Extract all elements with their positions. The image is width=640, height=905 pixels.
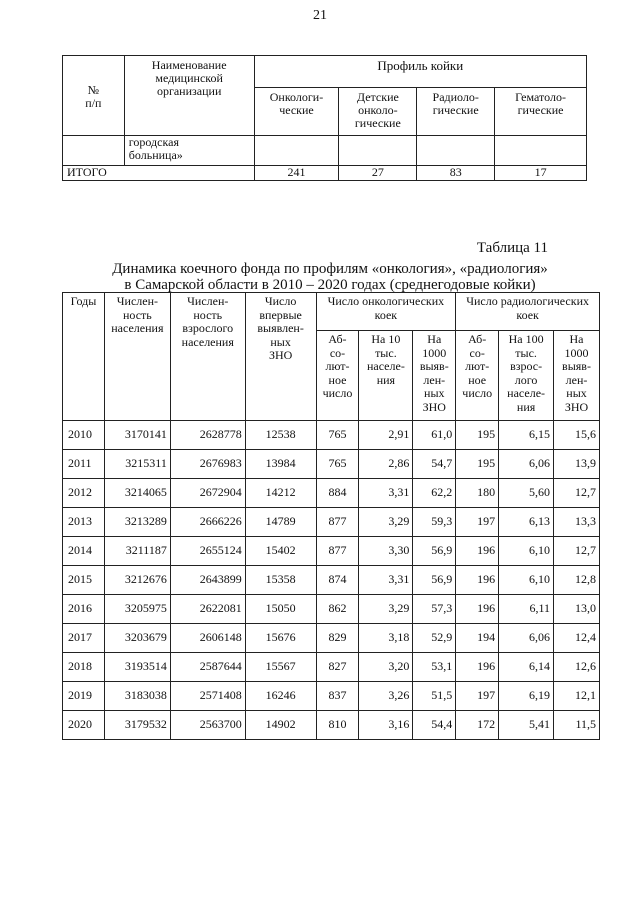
cell-onc-per-1000-zno: 56,9 bbox=[413, 537, 456, 566]
cell-year: 2018 bbox=[63, 653, 105, 682]
cell-radio-absolute: 196 bbox=[456, 566, 499, 595]
cell-radio-per-1000-zno: 12,1 bbox=[554, 682, 600, 711]
cell-onc-per-10k: 2,86 bbox=[359, 450, 413, 479]
row-cell bbox=[417, 136, 495, 166]
cell-onc-per-10k: 3,20 bbox=[359, 653, 413, 682]
header-radiological: Радиоло- гические bbox=[417, 88, 495, 136]
cell-radio-per-100k: 6,19 bbox=[499, 682, 554, 711]
bed-dynamics-table bbox=[62, 292, 600, 740]
cell-onc-per-1000-zno: 57,3 bbox=[413, 595, 456, 624]
cell-radio-absolute: 196 bbox=[456, 537, 499, 566]
table-row bbox=[63, 421, 600, 450]
total-hematological: 17 bbox=[495, 166, 587, 181]
cell-population: 3183038 bbox=[104, 682, 170, 711]
cell-population: 3193514 bbox=[104, 653, 170, 682]
cell-radio-per-100k: 5,60 bbox=[499, 479, 554, 508]
cell-radio-absolute: 195 bbox=[456, 450, 499, 479]
cell-year: 2013 bbox=[63, 508, 105, 537]
cell-adult-population: 2628778 bbox=[170, 421, 245, 450]
cell-onc-per-10k: 3,30 bbox=[359, 537, 413, 566]
row-cell bbox=[339, 136, 417, 166]
table-row bbox=[63, 479, 600, 508]
cell-onc-absolute: 827 bbox=[316, 653, 359, 682]
cell-radio-per-100k: 5,41 bbox=[499, 711, 554, 740]
cell-year: 2019 bbox=[63, 682, 105, 711]
cell-onc-absolute: 829 bbox=[316, 624, 359, 653]
cell-onc-per-1000-zno: 61,0 bbox=[413, 421, 456, 450]
header-years: Годы bbox=[63, 293, 105, 421]
cell-radio-per-1000-zno: 13,0 bbox=[554, 595, 600, 624]
header-onc-per-10k: На 10 тыс. населе- ния bbox=[359, 331, 413, 421]
cell-radio-per-1000-zno: 11,5 bbox=[554, 711, 600, 740]
cell-adult-population: 2587644 bbox=[170, 653, 245, 682]
cell-radio-per-1000-zno: 12,8 bbox=[554, 566, 600, 595]
total-oncological: 241 bbox=[254, 166, 339, 181]
cell-population: 3179532 bbox=[104, 711, 170, 740]
cell-radio-per-1000-zno: 12,6 bbox=[554, 653, 600, 682]
header-child-oncological: Детские онколо- гические bbox=[339, 88, 417, 136]
cell-onc-per-1000-zno: 54,4 bbox=[413, 711, 456, 740]
cell-radio-per-100k: 6,06 bbox=[499, 624, 554, 653]
cell-onc-per-10k: 3,29 bbox=[359, 508, 413, 537]
cell-onc-absolute: 884 bbox=[316, 479, 359, 508]
cell-radio-per-1000-zno: 13,9 bbox=[554, 450, 600, 479]
cell-onc-per-1000-zno: 59,3 bbox=[413, 508, 456, 537]
cell-onc-per-1000-zno: 51,5 bbox=[413, 682, 456, 711]
cell-first-detected-zno: 15567 bbox=[245, 653, 316, 682]
cell-year: 2015 bbox=[63, 566, 105, 595]
row-cell bbox=[254, 136, 339, 166]
cell-onc-per-10k: 3,31 bbox=[359, 566, 413, 595]
header-oncological: Онкологи- ческие bbox=[254, 88, 339, 136]
header-onc-per-1000-zno: На 1000 выяв- лен- ных ЗНО bbox=[413, 331, 456, 421]
cell-first-detected-zno: 16246 bbox=[245, 682, 316, 711]
table-row bbox=[63, 450, 600, 479]
cell-onc-absolute: 810 bbox=[316, 711, 359, 740]
header-radiology-beds: Число радиологических коек bbox=[456, 293, 600, 331]
cell-first-detected-zno: 15676 bbox=[245, 624, 316, 653]
cell-radio-per-100k: 6,10 bbox=[499, 566, 554, 595]
table-row bbox=[63, 711, 600, 740]
cell-radio-absolute: 197 bbox=[456, 508, 499, 537]
bed-profile-table-continuation bbox=[62, 55, 587, 181]
cell-onc-absolute: 877 bbox=[316, 508, 359, 537]
header-radio-absolute: Аб- со- лют- ное число bbox=[456, 331, 499, 421]
cell-onc-per-10k: 2,91 bbox=[359, 421, 413, 450]
header-hematological: Гематоло- гические bbox=[495, 88, 587, 136]
cell-radio-absolute: 195 bbox=[456, 421, 499, 450]
header-organization: Наименование медицинской организации bbox=[124, 56, 254, 136]
cell-onc-per-10k: 3,16 bbox=[359, 711, 413, 740]
total-label: ИТОГО bbox=[63, 166, 255, 181]
cell-adult-population: 2606148 bbox=[170, 624, 245, 653]
cell-onc-per-10k: 3,18 bbox=[359, 624, 413, 653]
cell-year: 2020 bbox=[63, 711, 105, 740]
header-population: Числен- ность населения bbox=[104, 293, 170, 421]
table-row bbox=[63, 508, 600, 537]
total-radiological: 83 bbox=[417, 166, 495, 181]
cell-first-detected-zno: 13984 bbox=[245, 450, 316, 479]
cell-year: 2011 bbox=[63, 450, 105, 479]
cell-onc-per-10k: 3,31 bbox=[359, 479, 413, 508]
table-row bbox=[63, 653, 600, 682]
page-number: 21 bbox=[313, 8, 327, 23]
cell-year: 2017 bbox=[63, 624, 105, 653]
cell-year: 2010 bbox=[63, 421, 105, 450]
cell-first-detected-zno: 12538 bbox=[245, 421, 316, 450]
cell-onc-per-1000-zno: 53,1 bbox=[413, 653, 456, 682]
cell-radio-per-1000-zno: 12,7 bbox=[554, 479, 600, 508]
cell-radio-absolute: 194 bbox=[456, 624, 499, 653]
cell-population: 3170141 bbox=[104, 421, 170, 450]
cell-first-detected-zno: 15358 bbox=[245, 566, 316, 595]
cell-onc-absolute: 765 bbox=[316, 450, 359, 479]
cell-radio-absolute: 196 bbox=[456, 653, 499, 682]
header-bed-profile: Профиль койки bbox=[254, 56, 586, 88]
cell-onc-per-10k: 3,29 bbox=[359, 595, 413, 624]
cell-radio-absolute: 196 bbox=[456, 595, 499, 624]
cell-radio-per-100k: 6,13 bbox=[499, 508, 554, 537]
header-first-detected-zno: Число впервые выявлен- ных ЗНО bbox=[245, 293, 316, 421]
cell-onc-per-1000-zno: 62,2 bbox=[413, 479, 456, 508]
table-row bbox=[63, 537, 600, 566]
cell-year: 2016 bbox=[63, 595, 105, 624]
cell-onc-absolute: 877 bbox=[316, 537, 359, 566]
cell-radio-per-1000-zno: 12,4 bbox=[554, 624, 600, 653]
row-num-cell bbox=[63, 136, 125, 166]
cell-radio-per-100k: 6,11 bbox=[499, 595, 554, 624]
cell-adult-population: 2563700 bbox=[170, 711, 245, 740]
header-adult-population: Числен- ность взрослого населения bbox=[170, 293, 245, 421]
cell-radio-per-100k: 6,10 bbox=[499, 537, 554, 566]
cell-first-detected-zno: 14212 bbox=[245, 479, 316, 508]
cell-onc-absolute: 765 bbox=[316, 421, 359, 450]
cell-onc-per-10k: 3,26 bbox=[359, 682, 413, 711]
cell-radio-absolute: 197 bbox=[456, 682, 499, 711]
cell-population: 3203679 bbox=[104, 624, 170, 653]
total-child-oncological: 27 bbox=[339, 166, 417, 181]
row-organization-cell: городская больница» bbox=[124, 136, 254, 166]
cell-adult-population: 2666226 bbox=[170, 508, 245, 537]
cell-population: 3214065 bbox=[104, 479, 170, 508]
cell-adult-population: 2676983 bbox=[170, 450, 245, 479]
cell-population: 3215311 bbox=[104, 450, 170, 479]
cell-radio-per-1000-zno: 12,7 bbox=[554, 537, 600, 566]
cell-radio-absolute: 180 bbox=[456, 479, 499, 508]
cell-onc-per-1000-zno: 56,9 bbox=[413, 566, 456, 595]
cell-first-detected-zno: 15050 bbox=[245, 595, 316, 624]
header-num: № п/п bbox=[63, 56, 125, 136]
cell-radio-per-100k: 6,06 bbox=[499, 450, 554, 479]
cell-radio-per-100k: 6,15 bbox=[499, 421, 554, 450]
table-row bbox=[63, 624, 600, 653]
cell-year: 2014 bbox=[63, 537, 105, 566]
cell-population: 3213289 bbox=[104, 508, 170, 537]
cell-onc-per-1000-zno: 54,7 bbox=[413, 450, 456, 479]
table-row bbox=[63, 682, 600, 711]
row-cell bbox=[495, 136, 587, 166]
cell-population: 3212676 bbox=[104, 566, 170, 595]
cell-radio-absolute: 172 bbox=[456, 711, 499, 740]
cell-onc-absolute: 862 bbox=[316, 595, 359, 624]
cell-onc-absolute: 874 bbox=[316, 566, 359, 595]
cell-onc-absolute: 837 bbox=[316, 682, 359, 711]
cell-population: 3211187 bbox=[104, 537, 170, 566]
header-onc-absolute: Аб- со- лют- ное число bbox=[316, 331, 359, 421]
cell-year: 2012 bbox=[63, 479, 105, 508]
cell-adult-population: 2672904 bbox=[170, 479, 245, 508]
cell-radio-per-100k: 6,14 bbox=[499, 653, 554, 682]
cell-first-detected-zno: 15402 bbox=[245, 537, 316, 566]
cell-adult-population: 2571408 bbox=[170, 682, 245, 711]
cell-adult-population: 2643899 bbox=[170, 566, 245, 595]
cell-population: 3205975 bbox=[104, 595, 170, 624]
header-radio-per-1000-zno: На 1000 выяв- лен- ных ЗНО bbox=[554, 331, 600, 421]
cell-radio-per-1000-zno: 13,3 bbox=[554, 508, 600, 537]
table-row bbox=[63, 566, 600, 595]
cell-radio-per-1000-zno: 15,6 bbox=[554, 421, 600, 450]
cell-first-detected-zno: 14902 bbox=[245, 711, 316, 740]
cell-adult-population: 2655124 bbox=[170, 537, 245, 566]
table-label: Таблица 11 bbox=[476, 240, 548, 256]
cell-onc-per-1000-zno: 52,9 bbox=[413, 624, 456, 653]
cell-adult-population: 2622081 bbox=[170, 595, 245, 624]
header-radio-per-100k: На 100 тыс. взрос- лого населе- ния bbox=[499, 331, 554, 421]
cell-first-detected-zno: 14789 bbox=[245, 508, 316, 537]
table-title: Динамика коечного фонда по профилям «онкология», «радиология» в Самарской области в 2010 – 2020 годах (среднегодовые койки) bbox=[112, 261, 548, 293]
header-oncology-beds: Число онкологических коек bbox=[316, 293, 456, 331]
table-row bbox=[63, 595, 600, 624]
